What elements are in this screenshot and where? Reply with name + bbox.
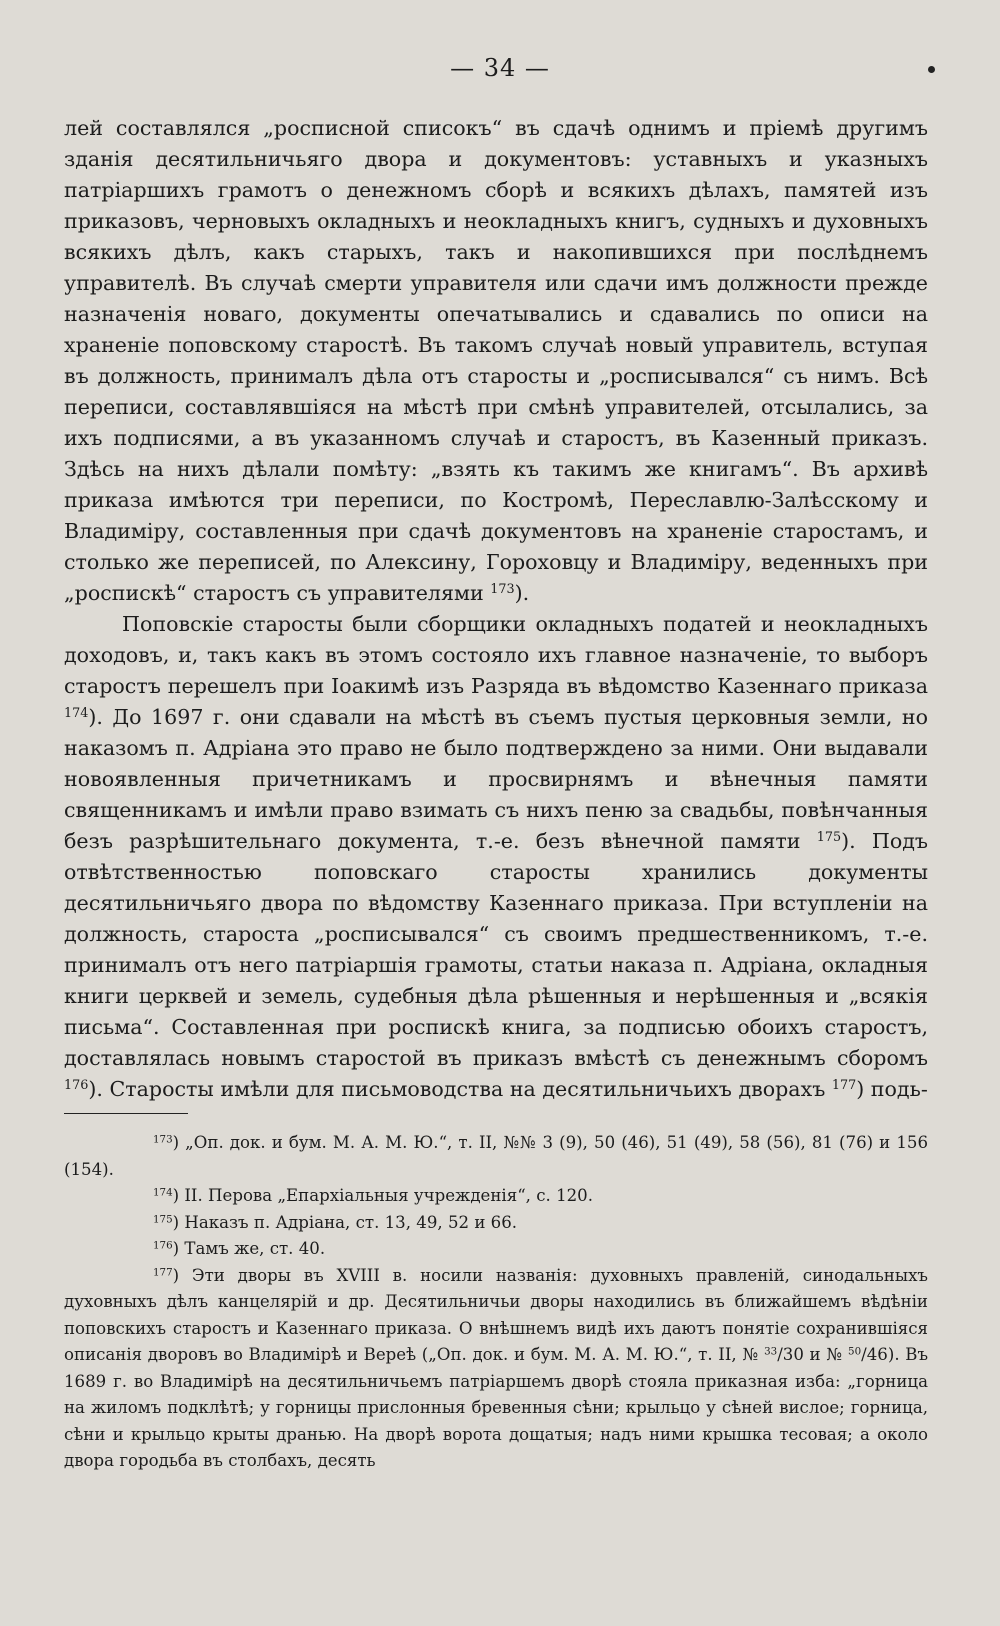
footnote xyxy=(64,1236,928,1263)
footnote xyxy=(64,1210,928,1237)
footnote-reference: 177 xyxy=(153,1265,173,1278)
text-run: лей составлялся „росписной списокъ“ въ сдачѣ однимъ и пріемѣ другимъ зданія десятильничьяго двора и документовъ: уставныхъ и указныхъ патріаршихъ грамотъ о денежномъ сборѣ и всякихъ дѣлахъ, памятей изъ приказовъ, черновыхъ окладныхъ и неокладныхъ книгъ, судныхъ и духовныхъ всякихъ дѣлъ, какъ старыхъ, такъ и накопившихся при послѣднемъ управителѣ. Въ случаѣ смерти управителя или сдачи имъ должности прежде назначенія новаго, документы опечатывались и сдавались по описи на храненіе поповскому старостѣ. Въ такомъ случаѣ новый управитель, вступая въ должность, принималъ дѣла отъ старосты и „росписывался“ съ нимъ. Всѣ переписи, составлявшіяся на мѣстѣ при смѣнѣ управителей, отсылались, за ихъ подписями, а въ указанномъ случаѣ и старостъ, въ Казенный приказъ. Здѣсь на нихъ дѣлали помѣту: „взять къ такимъ же книгамъ“. Въ архивѣ приказа имѣются три переписи, по Костромѣ, Переславлю-Залѣсскому и Владиміру, составленныя при сдачѣ документовъ на храненіе старостамъ, и столько же переписей, по Алексину, Гороховцу и Владиміру, веденныхъ при „роспискѣ“ старостъ съ управителями xyxy=(64,116,928,605)
paragraph xyxy=(64,609,928,1105)
paragraph xyxy=(64,113,928,609)
text-run: ). Подъ отвѣтственностью поповскаго старосты хранились документы десятильничьяго двора по вѣдомству Казеннаго приказа. При вступленіи на должность, староста „росписывался“ съ своимъ предшественникомъ, т.-е. принималъ отъ него патріаршія грамоты, статьи наказа п. Адріана, окладныя книги церквей и земель, судебныя дѣла рѣшенныя и нерѣшенныя и „всякія письма“. Составленная при роспискѣ книга, за подписью обоихъ старостъ, доставлялась новымъ старостой въ приказъ вмѣстѣ съ денежнымъ сборомъ xyxy=(64,829,928,1070)
text-run: ) Наказъ п. Адріана, ст. 13, 49, 52 и 66. xyxy=(172,1212,518,1232)
main-text xyxy=(64,113,928,1105)
footnote-reference: 176 xyxy=(64,1077,89,1093)
footnote-reference: 33 xyxy=(764,1345,778,1358)
text-run: ). Старосты имѣли для письмоводства на десятильничьихъ дворахъ xyxy=(88,1077,832,1101)
footnotes xyxy=(64,1130,928,1475)
footnote xyxy=(64,1263,928,1475)
footnote-reference: 174 xyxy=(153,1186,173,1199)
text-run: /30 и № xyxy=(777,1345,849,1364)
footnote-reference: 176 xyxy=(153,1239,173,1252)
text-run: Поповскіе старосты были сборщики окладныхъ податей и неокладныхъ доходовъ, и, такъ какъ въ этомъ состояло ихъ главное назначеніе, то выборъ старостъ перешелъ при Іоакимѣ изъ Разряда въ вѣдомство Казеннаго приказа xyxy=(64,612,928,698)
footnote xyxy=(64,1130,928,1183)
footnote-reference: 173 xyxy=(153,1133,173,1146)
footnote-reference: 177 xyxy=(831,1077,857,1093)
text-run: ). До 1697 г. они сдавали на мѣстѣ въ съемъ пустыя церковныя земли, но наказомъ п. Адріана это право не было подтверждено за ними. Они выдавали новоявленныя причетникамъ и просвирнямъ и вѣнечныя памяти священникамъ и имѣли право взимать съ нихъ пеню за свадьбы, повѣнчанныя безъ разрѣшительнаго документа, т.-е. безъ вѣнечной памяти xyxy=(64,705,928,853)
footnote-reference: 175 xyxy=(816,829,842,845)
footnote xyxy=(64,1183,928,1210)
footnote-divider xyxy=(64,1113,188,1114)
text-run: ) II. Перова „Епархіальныя учрежденія“, с. 120. xyxy=(172,1186,594,1205)
text-run: ) „Оп. док. и бум. М. А. М. Ю.“, т. II, №№ 3 (9), 50 (46), 51 (49), 58 (56), 81 (76) и 156 (154). xyxy=(64,1133,928,1179)
text-run: /46). Въ 1689 г. во Владимірѣ на десятильничьемъ патріаршемъ дворѣ стояла приказная изба: „горница на жиломъ подклѣтѣ; у горницы прислонныя бревенныя сѣни; крыльцо у сѣней вислое; горница, сѣни и крыльцо крыты дранью. На дворѣ ворота дощатыя; надъ ними крышка тесовая; а около двора городьба въ столбахъ, десять xyxy=(64,1345,929,1470)
footnote-reference: 175 xyxy=(153,1212,173,1225)
text-run: ) Эти дворы въ XVIII в. носили названія: духовныхъ правленій, синодальныхъ духовныхъ дѣлъ канцелярій и др. Десятильничьи дворы находились въ ближайшемъ вѣдѣніи поповскихъ старостъ и Казеннаго приказа. О внѣшнемъ видѣ ихъ даютъ понятіе сохранившіяся описанія дворовъ во Владимірѣ и Вереѣ („Оп. док. и бум. М. А. М. Ю.“, т. II, № xyxy=(64,1265,928,1364)
page-number: — 34 — xyxy=(450,54,550,82)
text-run: ) Тамъ же, ст. 40. xyxy=(172,1239,326,1258)
footnote-reference: 173 xyxy=(490,581,515,597)
text-run: ). xyxy=(514,581,530,605)
footnote-reference: 174 xyxy=(64,705,89,721)
ink-dot xyxy=(928,66,935,73)
text-run: ) подь- xyxy=(856,1077,928,1101)
footnote-reference: 50 xyxy=(848,1345,862,1358)
